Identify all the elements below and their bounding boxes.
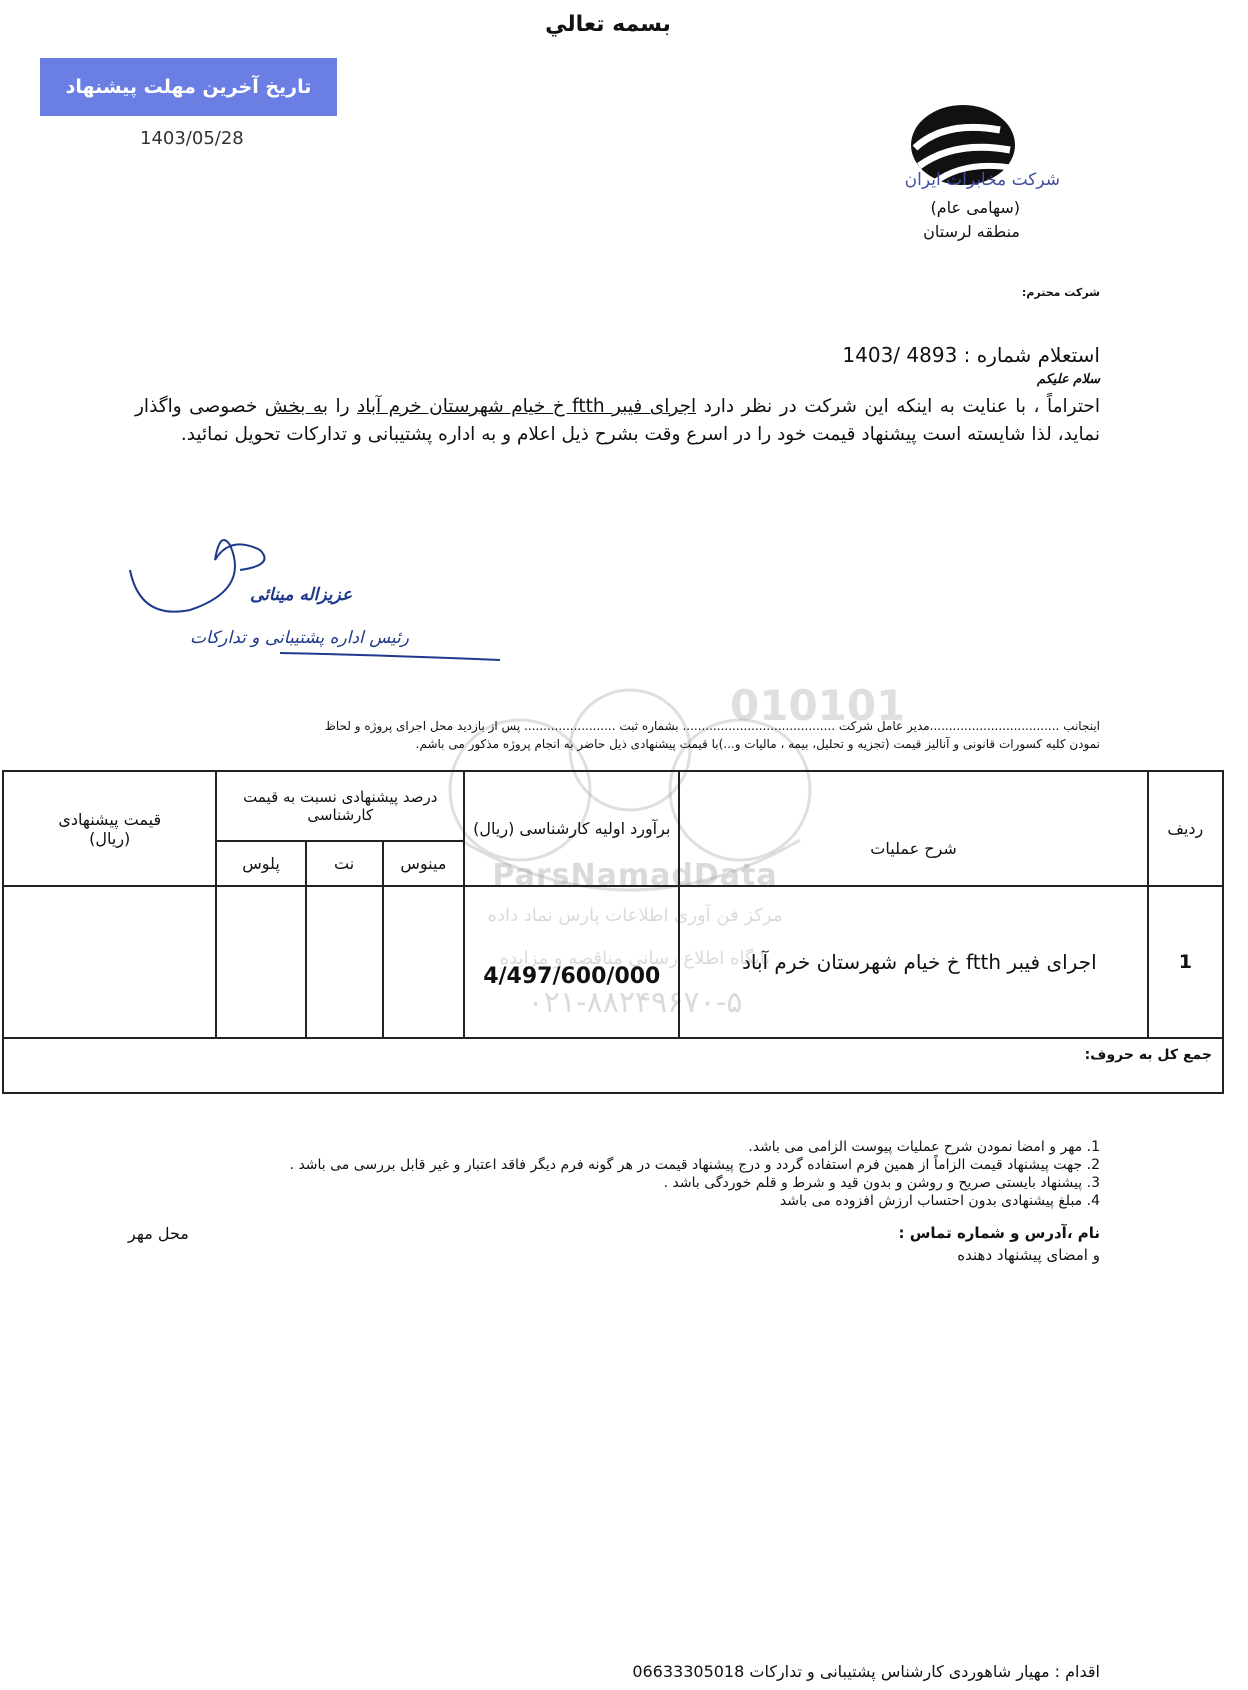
watermark-digits: 010101	[730, 681, 906, 730]
watermark-line1: مرکز فن آوری اطلاعات پارس نماد داده	[487, 905, 783, 926]
cell-net[interactable]	[306, 886, 383, 1038]
contact-signature-label: و امضای پیشنهاد دهنده	[957, 1246, 1100, 1264]
document-heading: بسمه تعالي	[545, 12, 671, 37]
header-net: نت	[306, 841, 383, 886]
note-item: 2. جهت پیشنهاد قیمت الزاماً از همین فرم استفاده گردد و درج پیشنهاد قیمت در هر گونه فرم دیگر فاقد اعتبار و غیر قابل بررسی می باشد .	[289, 1157, 1100, 1173]
body-rest: خصوصی واگذار نماید، لذا شایسته است پیشنهاد قیمت خود را در اسرع وقت بشرح ذیل اعلام و به اداره پشتیبانی و تدارکات تحویل نمائید.	[135, 396, 1100, 445]
letter-body	[135, 393, 1100, 449]
note-item: 4. مبلغ پیشنهادی بدون احتساب ارزش افزوده می باشد	[779, 1193, 1100, 1209]
watermark-phone: ۰۲۱-۸۸۲۴۹۶۷۰-۵	[527, 985, 743, 1020]
footer-action: اقدام : مهیار شاهوردی کارشناس پشتیبانی و تدارکات 06633305018	[632, 1662, 1100, 1681]
cell-plus[interactable]	[216, 886, 305, 1038]
body-project: اجرای فیبر ftth خ خیام شهرستان خرم آباد	[357, 396, 697, 417]
body-sector: به بخش	[264, 396, 328, 417]
header-offer-label: قیمت پیشنهادی	[58, 809, 162, 829]
cell-row-no: 1	[1148, 886, 1223, 1038]
cell-offer-price[interactable]	[3, 886, 216, 1038]
notes-list	[190, 1138, 1100, 1210]
stamp-place-label: محل مهر	[128, 1224, 189, 1243]
cell-estimate: 4/497/600/000	[464, 886, 679, 1038]
total-in-words[interactable]: جمع کل به حروف:	[3, 1038, 1223, 1093]
cell-description: اجرای فیبر ftth خ خیام شهرستان خرم آباد	[679, 886, 1147, 1038]
company-region: منطقه لرستان	[923, 222, 1020, 241]
cell-minus[interactable]	[383, 886, 464, 1038]
note-item: 3. پیشنهاد بایستی صریح و روشن و بدون قید و شرط و قلم خوردگی باشد .	[663, 1175, 1100, 1191]
company-type: (سهامی عام)	[930, 198, 1020, 217]
watermark-brand: ParsNamadData	[492, 858, 778, 893]
watermark-line2: پایگاه اطلاع رسانی مناقصه و مزایده	[499, 948, 771, 969]
note-item: 1. مهر و امضا نمودن شرح عملیات پیوست الزامی می باشد.	[748, 1139, 1100, 1155]
header-offer-unit: (ریال)	[89, 828, 131, 848]
signatory-name: عزیزاله مینائی	[250, 585, 353, 605]
declaration	[110, 717, 1100, 753]
deadline-banner: تاریخ آخرین مهلت پیشنهاد	[40, 58, 337, 116]
header-plus: پلوس	[216, 841, 305, 886]
greeting: سلام علیکم	[1036, 372, 1100, 387]
header-row-no: ردیف	[1148, 771, 1223, 886]
header-estimate: برآورد اولیه کارشناسی (ریال)	[464, 771, 679, 886]
salutation: شرکت محترم:	[1021, 286, 1100, 299]
signatory-title: رئیس اداره پشتیبانی و تدارکات	[190, 628, 409, 648]
header-offer-price	[3, 771, 216, 886]
header-minus: مینوس	[383, 841, 464, 886]
table-row	[3, 886, 1223, 1038]
declaration-line1: اینجانب ..................................مدیر عامل شرکت ........................................ بشماره ثبت ........................ پس از بازدید محل اجرای پروژه و لحاظ	[324, 719, 1100, 733]
price-table	[2, 770, 1224, 1094]
body-mid: را	[335, 396, 357, 417]
deadline-date: 1403/05/28	[140, 128, 244, 149]
header-description: شرح عملیات	[679, 771, 1147, 886]
contact-label: نام ،آدرس و شماره تماس :	[898, 1224, 1100, 1242]
header-percent: درصد پیشنهادی نسبت به قیمت کارشناسی	[216, 771, 464, 841]
company-name: شرکت مخابرات ایران	[904, 170, 1060, 190]
declaration-line2: نمودن کلیه کسورات قانونی و آنالیز قیمت (تجزیه و تحلیل، بیمه ، مالیات و...)با قیمت پیشنهادی ذیل حاضر به انجام پروژه مذکور می باشم.	[415, 737, 1100, 751]
body-intro: احتراماً ، با عنایت به اینکه این شرکت در نظر دارد	[696, 396, 1100, 417]
inquiry-number: استعلام شماره : 4893 /1403	[842, 343, 1100, 367]
